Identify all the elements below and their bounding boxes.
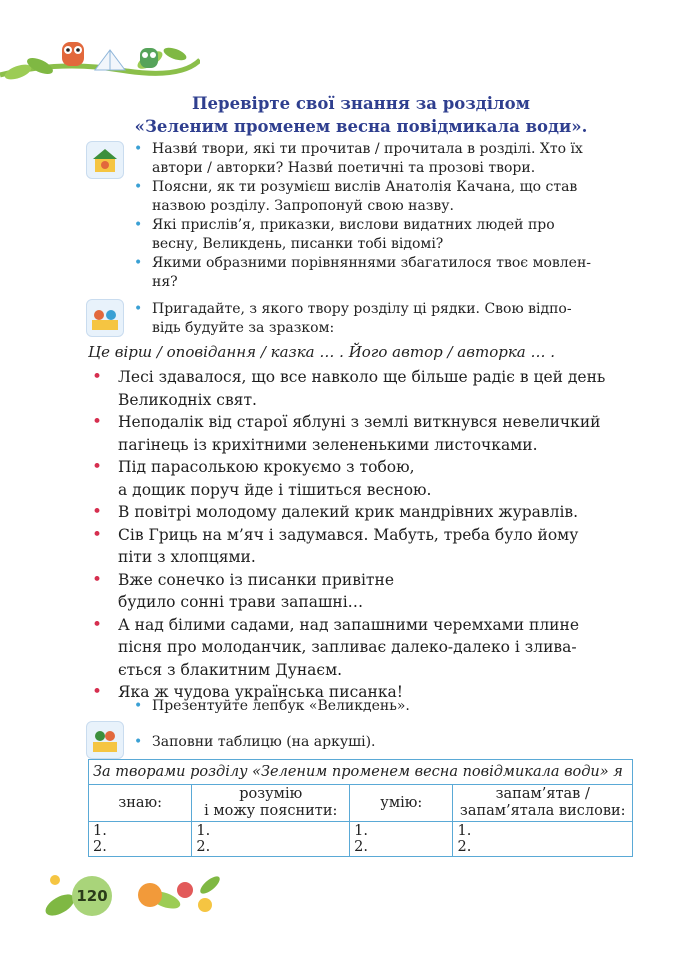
excerpt-item: • В повітрі молодому далекий крик мандрівних журавлів. bbox=[92, 502, 579, 522]
question-item: • Якими образними порівняннями збагатилося твоє мовлен- ня? bbox=[134, 255, 592, 290]
title-line-2: «Зеленим променем весна повідмикала води». bbox=[134, 117, 588, 136]
excerpt-item: • Сів Гриць на м’яч і задумався. Мабуть, треба було йому піти з хлопцями. bbox=[92, 524, 579, 566]
top-branch-illustration bbox=[0, 30, 200, 90]
table-header-understand: розумію і можу пояснити: bbox=[192, 785, 350, 822]
table-header-know: знаю: bbox=[89, 785, 192, 822]
lapbook-task: • Презентуйте лепбук «Великдень». bbox=[134, 698, 410, 714]
table-cell: 1. 2. bbox=[89, 822, 192, 857]
table-header-can: умію: bbox=[350, 785, 453, 822]
questions-list bbox=[130, 140, 635, 292]
table-cell: 1. 2. bbox=[192, 822, 350, 857]
table-cell: 1. 2. bbox=[453, 822, 633, 857]
excerpt-item: • А над білими садами, над запашними черемхами плине пісня про молоданчик, запливає далеко-далеко і злива- ється з блакитним Дунаєм. bbox=[92, 614, 580, 679]
individual-task-icon bbox=[86, 141, 124, 179]
excerpt-item: • Вже сонечко із писанки привітне будило сонні трави запашні… bbox=[92, 569, 395, 611]
pair-task-icon bbox=[86, 721, 124, 759]
group-task: • Пригадайте, з якого твору розділу ці рядки. Свою відпо- відь будуйте за зразком: bbox=[134, 301, 572, 336]
group-task-line-1: Пригадайте, з якого твору розділу ці рядки. Свою відпо- bbox=[152, 301, 572, 317]
question-item: • Поясни, як ти розумієш вислів Анатолія Качана, що став назвою розділу. Запропонуй свою назву. bbox=[134, 179, 578, 214]
question-item: • Назви́ твори, які ти прочитав / прочитала в розділі. Хто їх автори / авторки? Назви́ поетичні та прозові твори. bbox=[134, 141, 583, 176]
excerpt-item: • Яка ж чудова українська писанка! bbox=[92, 682, 404, 702]
question-item: • Які прислів’я, приказки, вислови видатних людей про весну, Великдень, писанки тобі відомі? bbox=[134, 217, 555, 252]
excerpt-item: • Під парасолькою крокуємо з тобою, а дощик поруч йде і тішиться весною. bbox=[92, 457, 432, 499]
table-cell: 1. 2. bbox=[350, 822, 453, 857]
excerpt-item: • Неподалік від старої яблуні з землі виткнувся невеличкий пагінець із крихітними зелененькими листочками. bbox=[92, 412, 601, 454]
table-caption: За творами розділу «Зеленим променем весна повідмикала води» я bbox=[89, 760, 633, 785]
group-task-line-2: відь будуйте за зразком: bbox=[152, 320, 335, 336]
knowledge-table bbox=[88, 759, 633, 857]
excerpts-list bbox=[92, 366, 632, 704]
excerpt-item: • Лесі здавалося, що все навколо ще більше радіє в цей день Великодніх свят. bbox=[92, 367, 606, 409]
table-task: • Заповни таблицю (на аркуші). bbox=[134, 734, 376, 750]
title-line-1: Перевірте свої знання за розділом bbox=[191, 94, 531, 113]
answer-template: Це вірш / оповідання / казка … . Його автор / авторка … . bbox=[88, 343, 556, 361]
group-task-icon bbox=[86, 299, 124, 337]
table-header-remember: запам’ятав / запам’ятала вислови: bbox=[453, 785, 633, 822]
page-number: 120 bbox=[72, 876, 112, 916]
section-title bbox=[0, 92, 682, 138]
